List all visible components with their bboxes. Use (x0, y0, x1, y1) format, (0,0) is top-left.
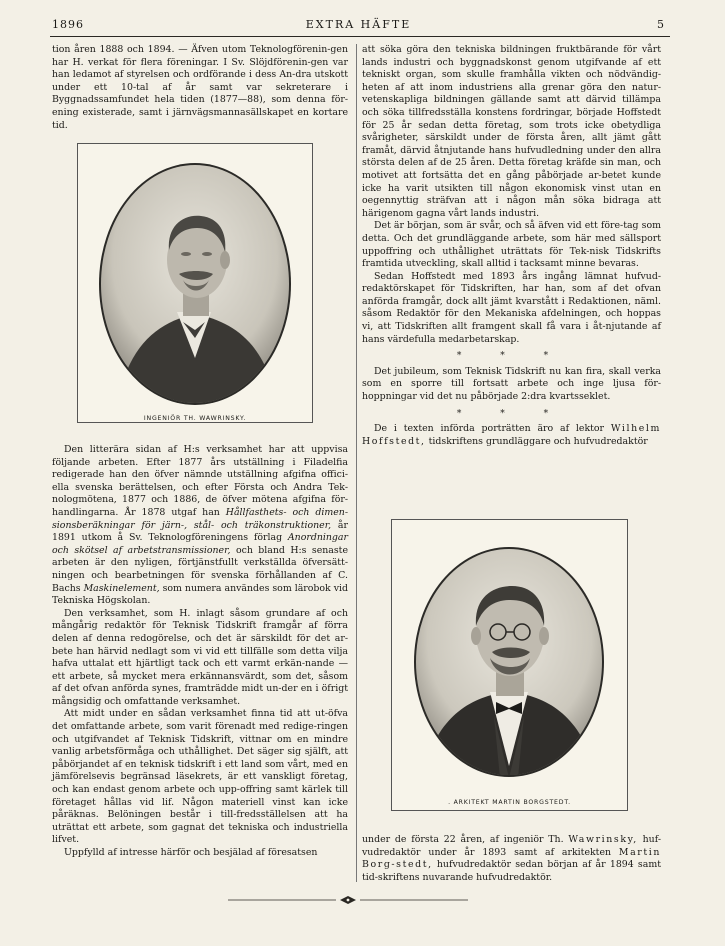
text-run: huf-vudredaktör under år 1893 samt af arkitekten (362, 834, 662, 858)
text-run: Den litterära sidan af H:s verksamhet har att uppvisa följande arbeten. Efter 1877 års utställning i Filadelfia redigerade han den öfver nämnde utställning afgifna offici-ella svenska berättelsen, och efter Första och Andra Tek-nologmötena, 1877 och 1886, de öfver mötena afgifna för-handlingarna. År 1878 utgaf han (52, 444, 348, 518)
person-name: Wawrinsky, (568, 834, 638, 845)
portrait-borgstedt-frame (391, 519, 628, 811)
section-separator: * * * (456, 351, 567, 362)
paragraph: Att midt under en sådan verksamhet finna tid att ut-öfva det omfattande arbete, som varit förenadt med redige-ringen och utgifvandet af Teknisk Tidskrift, vittnar om en mindre vanlig arbetsförmåga och uthållighet. Det säger sig själft, att påbörjandet af en teknisk tidskrift i ett land som vårt, med en jämförelsevis begränsad läsekrets, är ett vanskligt företag, och kan endast genom arbete och upp-offring samt kärlek till företaget hållas vid lif. Någon materiell vinst kan icke påräknas. Belöningen består i till-fredsställelsen att ha uträttat ett arbete, som gagnat det tekniska och industriella lifvet. (52, 708, 348, 846)
person-name: Martin Borg-stedt, (362, 846, 661, 871)
paragraph: Uppfylld af intresse härför och besjälad af föresatsen (64, 847, 318, 858)
right-column-top (362, 44, 661, 448)
header-rule (50, 36, 670, 37)
paragraph: tion åren 1888 och 1894. — Äfven utom Teknologförenin-gen har H. verkat för flera föreningar. I Sv. Slöjdförenin-gen var han ledamot af styrelsen och ordförande i dess An-dra utskott under ett 10-tal af år samt var sekreterare i Byggnadssamfundet hela tiden (1877—88), som denna för-ening existerade, samt i järnvägsmannasällskapet en kortare tid. (52, 44, 348, 131)
text-run: som numera användes som lärobok vid Tekniska Högskolan. (52, 582, 349, 607)
text-run: och bland H:s senaste arbeten är den nyligen, förtjänstfullt verkställda öfversätt-ningen och bearbetningen för svenska förhållanden af C. Bachs (52, 544, 349, 594)
text-run: tidskriftens grundläggare och hufvudredaktör (425, 435, 648, 447)
paragraph: Den verksamhet, som H. inlagt såsom grundare af och mångårig redaktör för Teknisk Tidskrift framgår af förra delen af denna redogörelse, och det är särskildt för det ar-bete han härvid nedlagt som vi vid ett tillfälle som detta vilja hafva uttalat ett hjärtligt tack och ett varmt erkän-nande — ett arbete, så mycket mera erkännansvärdt, som det, såsom af det ofvan anförda synes, framträdde midt un-der en i öfrigt mångsidig och omfattande verksamhet. (52, 607, 348, 707)
text-run: år 1891 utkom å Sv. Teknologföreningens förlag (52, 519, 348, 544)
paragraph (362, 423, 661, 448)
text-run: hufvudredaktör sedan början af år 1894 samt tid-skriftens nuvarande hufvudredaktör. (362, 859, 661, 883)
paragraph: Sedan Hoffstedt med 1893 års ingång lämnat hufvud-redaktörskapet för Tidskriften, har han, som af det ofvan anförda framgår, dock allt jämt kvarstått i Redaktionen, näml. såsom Redaktör för den Mekaniska afdelningen, och hoppas vi, att Tidskriften allt framgent skall få vara i åt-njutande af hans värdefulla medarbetarskap. (362, 270, 661, 345)
portrait-caption: INGENIÖR TH. WAWRINSKY. (143, 415, 247, 422)
left-column-top (52, 44, 348, 132)
right-column-bottom (362, 834, 661, 884)
paragraph (362, 834, 661, 884)
portrait-wawrinsky (97, 162, 293, 406)
paragraph: Det jubileum, som Teknisk Tidskrift nu kan fira, skall verka som en sporre till fortsatt arbete och inge ljusa för-hoppningar vid det nu påbörjade 2:dra kvartsseklet. (362, 365, 661, 403)
section-separator: * * * (456, 408, 567, 419)
page-header (52, 18, 665, 34)
paragraph: Det är början, som är svår, och så äfven vid ett före-tag som detta. Och det grundläggande arbete, som här med sällsport uppoffring och uthållighet uträttats för Tek-nisk Tidskrifts framtida utveckling, skall alltid i tacksamt minne bevaras. (362, 220, 661, 270)
text-run: De i texten införda porträtten äro af lektor (374, 423, 611, 435)
header-year: 1896 (52, 18, 84, 31)
header-title: EXTRA HÄFTE (305, 18, 412, 31)
paragraph: att söka göra den tekniska bildningen fruktbärande för vårt lands industri och byggnadskonst genom utgifvande af ett tekniskt organ, som skulle framhålla vikten och nödvändig-heten af att inom industriens alla grenar göra den natur-vetenskapliga bildningen gällande samt att därvid tillämpa och söka tillfredsställa konstens fordringar, började Hoffstedt för 25 år sedan detta företag, som trots icke obetydliga svårigheter, särskildt under de första åren, allt jämt gått framåt, därvid åtnjutande hans hufvudledning under den allra största delen af de 25 åren. Detta företag kräfde sin man, och motivet att fortsätta det en gång påbörjade ar-betet kunde icke ha varit utsikten till någon ekonomisk vinst utan en oegennyttig sträfvan att i någon mån söka bidraga att härigenom gagna vårt lands industri. (362, 44, 661, 219)
left-column-bottom (52, 444, 348, 860)
page-number: 5 (657, 18, 665, 31)
column-divider (356, 44, 357, 882)
portrait-borgstedt (412, 546, 607, 778)
portrait-caption: . ARKITEKT MARTIN BORGSTEDT. (448, 799, 571, 806)
book-title: Hållfasthets- och dimen-sionsberäkningar för järn-, stål- och träkonstruktioner, (52, 506, 348, 531)
text-run: under de första 22 åren, af ingeniör Th. (362, 834, 569, 845)
book-title: Anordningar och skötsel af arbetstransmissioner, (52, 532, 348, 556)
ornament-rule (228, 894, 468, 906)
paragraph (52, 444, 348, 608)
portrait-wawrinsky-frame (77, 143, 313, 423)
person-name: Wilhelm Hoffstedt, (362, 423, 661, 447)
book-title: Maskinelement, (83, 582, 160, 594)
